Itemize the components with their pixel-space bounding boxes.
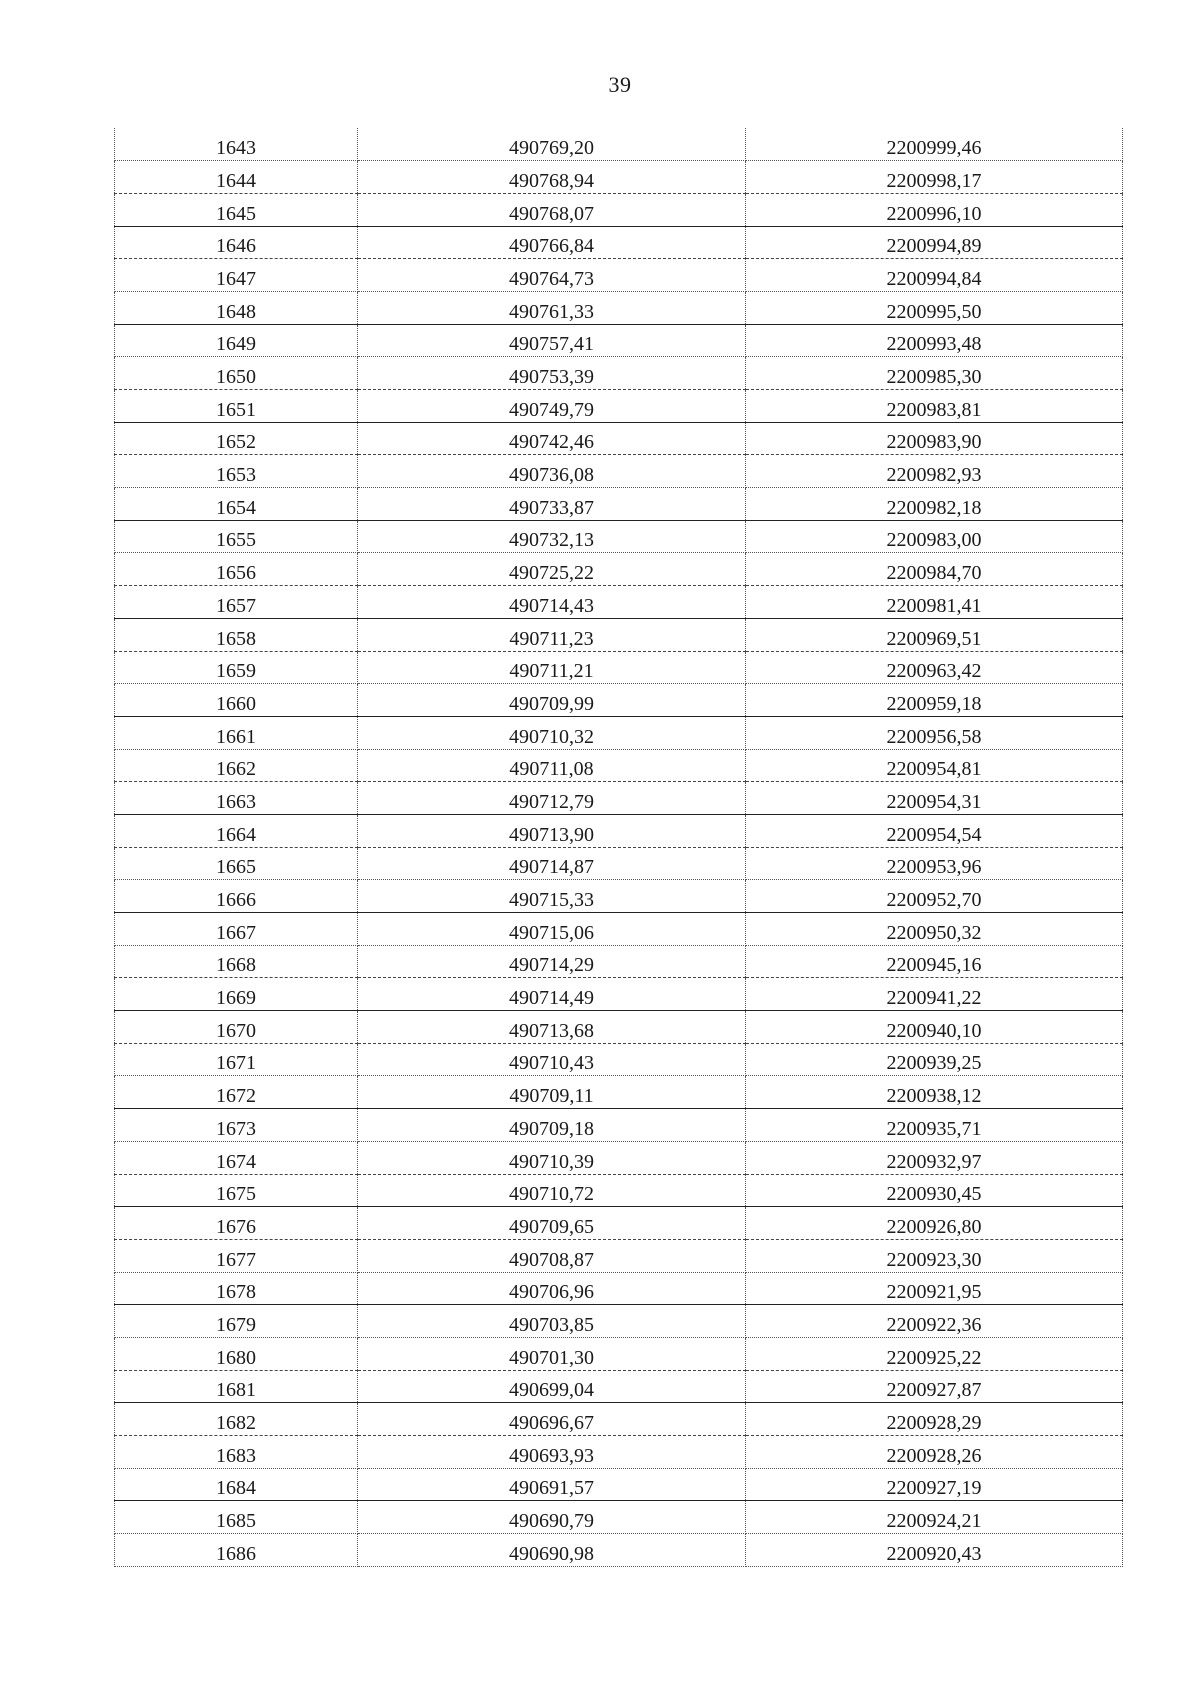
x-coordinate-cell: 490768,94 <box>358 161 746 194</box>
point-number-cell: 1655 <box>115 520 358 553</box>
table-row <box>115 1272 1123 1305</box>
y-coordinate-cell: 2200953,96 <box>746 847 1123 880</box>
table-row <box>115 455 1123 488</box>
point-number-cell: 1646 <box>115 226 358 259</box>
table-row <box>115 1436 1123 1469</box>
y-coordinate-cell: 2200927,19 <box>746 1468 1123 1501</box>
table-row <box>115 1305 1123 1338</box>
x-coordinate-cell: 490701,30 <box>358 1337 746 1370</box>
table-row <box>115 1239 1123 1272</box>
table-row <box>115 128 1123 161</box>
y-coordinate-cell: 2200924,21 <box>746 1501 1123 1534</box>
x-coordinate-cell: 490691,57 <box>358 1468 746 1501</box>
table-row <box>115 1468 1123 1501</box>
y-coordinate-cell: 2200920,43 <box>746 1534 1123 1567</box>
table-row <box>115 1076 1123 1109</box>
x-coordinate-cell: 490736,08 <box>358 455 746 488</box>
y-coordinate-cell: 2200954,31 <box>746 782 1123 815</box>
table-row <box>115 1501 1123 1534</box>
point-number-cell: 1686 <box>115 1534 358 1567</box>
y-coordinate-cell: 2200952,70 <box>746 880 1123 913</box>
y-coordinate-cell: 2200995,50 <box>746 291 1123 324</box>
x-coordinate-cell: 490711,08 <box>358 749 746 782</box>
y-coordinate-cell: 2200982,18 <box>746 488 1123 521</box>
table-row <box>115 880 1123 913</box>
y-coordinate-cell: 2200983,00 <box>746 520 1123 553</box>
y-coordinate-cell: 2200923,30 <box>746 1239 1123 1272</box>
point-number-cell: 1652 <box>115 422 358 455</box>
point-number-cell: 1682 <box>115 1403 358 1436</box>
point-number-cell: 1680 <box>115 1337 358 1370</box>
y-coordinate-cell: 2200926,80 <box>746 1207 1123 1240</box>
x-coordinate-cell: 490713,68 <box>358 1011 746 1044</box>
x-coordinate-cell: 490710,32 <box>358 716 746 749</box>
x-coordinate-cell: 490696,67 <box>358 1403 746 1436</box>
y-coordinate-cell: 2200927,87 <box>746 1370 1123 1403</box>
y-coordinate-cell: 2200959,18 <box>746 684 1123 717</box>
x-coordinate-cell: 490742,46 <box>358 422 746 455</box>
x-coordinate-cell: 490714,43 <box>358 586 746 619</box>
x-coordinate-cell: 490709,18 <box>358 1109 746 1142</box>
point-number-cell: 1660 <box>115 684 358 717</box>
point-number-cell: 1662 <box>115 749 358 782</box>
y-coordinate-cell: 2200969,51 <box>746 618 1123 651</box>
y-coordinate-cell: 2200983,90 <box>746 422 1123 455</box>
x-coordinate-cell: 490714,29 <box>358 945 746 978</box>
x-coordinate-cell: 490709,11 <box>358 1076 746 1109</box>
x-coordinate-cell: 490764,73 <box>358 259 746 292</box>
x-coordinate-cell: 490714,87 <box>358 847 746 880</box>
point-number-cell: 1685 <box>115 1501 358 1534</box>
table-row <box>115 553 1123 586</box>
x-coordinate-cell: 490768,07 <box>358 193 746 226</box>
coordinates-table-body <box>115 128 1123 1566</box>
point-number-cell: 1661 <box>115 716 358 749</box>
x-coordinate-cell: 490711,21 <box>358 651 746 684</box>
y-coordinate-cell: 2200938,12 <box>746 1076 1123 1109</box>
table-row <box>115 1174 1123 1207</box>
point-number-cell: 1653 <box>115 455 358 488</box>
point-number-cell: 1672 <box>115 1076 358 1109</box>
y-coordinate-cell: 2200982,93 <box>746 455 1123 488</box>
table-row <box>115 814 1123 847</box>
table-row <box>115 520 1123 553</box>
y-coordinate-cell: 2200994,89 <box>746 226 1123 259</box>
y-coordinate-cell: 2200994,84 <box>746 259 1123 292</box>
x-coordinate-cell: 490714,49 <box>358 978 746 1011</box>
y-coordinate-cell: 2200999,46 <box>746 128 1123 161</box>
x-coordinate-cell: 490769,20 <box>358 128 746 161</box>
table-row <box>115 618 1123 651</box>
point-number-cell: 1654 <box>115 488 358 521</box>
y-coordinate-cell: 2200925,22 <box>746 1337 1123 1370</box>
table-row <box>115 422 1123 455</box>
y-coordinate-cell: 2200921,95 <box>746 1272 1123 1305</box>
point-number-cell: 1665 <box>115 847 358 880</box>
x-coordinate-cell: 490713,90 <box>358 814 746 847</box>
table-row <box>115 259 1123 292</box>
point-number-cell: 1667 <box>115 913 358 946</box>
table-row <box>115 226 1123 259</box>
point-number-cell: 1677 <box>115 1239 358 1272</box>
x-coordinate-cell: 490710,39 <box>358 1141 746 1174</box>
table-row <box>115 488 1123 521</box>
point-number-cell: 1648 <box>115 291 358 324</box>
point-number-cell: 1658 <box>115 618 358 651</box>
y-coordinate-cell: 2200940,10 <box>746 1011 1123 1044</box>
table-row <box>115 1207 1123 1240</box>
table-row <box>115 1534 1123 1567</box>
y-coordinate-cell: 2200939,25 <box>746 1043 1123 1076</box>
x-coordinate-cell: 490690,98 <box>358 1534 746 1567</box>
x-coordinate-cell: 490733,87 <box>358 488 746 521</box>
point-number-cell: 1649 <box>115 324 358 357</box>
point-number-cell: 1670 <box>115 1011 358 1044</box>
table-row <box>115 1337 1123 1370</box>
point-number-cell: 1663 <box>115 782 358 815</box>
x-coordinate-cell: 490766,84 <box>358 226 746 259</box>
table-row <box>115 1141 1123 1174</box>
table-row <box>115 390 1123 423</box>
y-coordinate-cell: 2200981,41 <box>746 586 1123 619</box>
page-number: 39 <box>608 72 632 97</box>
table-row <box>115 161 1123 194</box>
x-coordinate-cell: 490732,13 <box>358 520 746 553</box>
point-number-cell: 1678 <box>115 1272 358 1305</box>
point-number-cell: 1671 <box>115 1043 358 1076</box>
x-coordinate-cell: 490711,23 <box>358 618 746 651</box>
point-number-cell: 1651 <box>115 390 358 423</box>
table-row <box>115 586 1123 619</box>
y-coordinate-cell: 2200935,71 <box>746 1109 1123 1142</box>
y-coordinate-cell: 2200941,22 <box>746 978 1123 1011</box>
x-coordinate-cell: 490699,04 <box>358 1370 746 1403</box>
table-row <box>115 1011 1123 1044</box>
y-coordinate-cell: 2200983,81 <box>746 390 1123 423</box>
point-number-cell: 1657 <box>115 586 358 619</box>
y-coordinate-cell: 2200996,10 <box>746 193 1123 226</box>
x-coordinate-cell: 490709,65 <box>358 1207 746 1240</box>
y-coordinate-cell: 2200928,29 <box>746 1403 1123 1436</box>
point-number-cell: 1656 <box>115 553 358 586</box>
point-number-cell: 1684 <box>115 1468 358 1501</box>
point-number-cell: 1668 <box>115 945 358 978</box>
point-number-cell: 1674 <box>115 1141 358 1174</box>
y-coordinate-cell: 2200984,70 <box>746 553 1123 586</box>
x-coordinate-cell: 490703,85 <box>358 1305 746 1338</box>
point-number-cell: 1676 <box>115 1207 358 1240</box>
x-coordinate-cell: 490715,33 <box>358 880 746 913</box>
x-coordinate-cell: 490710,43 <box>358 1043 746 1076</box>
coordinates-table <box>114 128 1123 1567</box>
y-coordinate-cell: 2200985,30 <box>746 357 1123 390</box>
table-row <box>115 1109 1123 1142</box>
x-coordinate-cell: 490709,99 <box>358 684 746 717</box>
table-row <box>115 357 1123 390</box>
point-number-cell: 1643 <box>115 128 358 161</box>
y-coordinate-cell: 2200998,17 <box>746 161 1123 194</box>
table-row <box>115 651 1123 684</box>
point-number-cell: 1666 <box>115 880 358 913</box>
x-coordinate-cell: 490715,06 <box>358 913 746 946</box>
y-coordinate-cell: 2200993,48 <box>746 324 1123 357</box>
y-coordinate-cell: 2200928,26 <box>746 1436 1123 1469</box>
y-coordinate-cell: 2200945,16 <box>746 945 1123 978</box>
y-coordinate-cell: 2200956,58 <box>746 716 1123 749</box>
point-number-cell: 1645 <box>115 193 358 226</box>
x-coordinate-cell: 490712,79 <box>358 782 746 815</box>
table-row <box>115 716 1123 749</box>
point-number-cell: 1675 <box>115 1174 358 1207</box>
table-row <box>115 749 1123 782</box>
y-coordinate-cell: 2200954,81 <box>746 749 1123 782</box>
point-number-cell: 1679 <box>115 1305 358 1338</box>
x-coordinate-cell: 490749,79 <box>358 390 746 423</box>
y-coordinate-cell: 2200922,36 <box>746 1305 1123 1338</box>
point-number-cell: 1669 <box>115 978 358 1011</box>
x-coordinate-cell: 490708,87 <box>358 1239 746 1272</box>
table-row <box>115 1043 1123 1076</box>
point-number-cell: 1683 <box>115 1436 358 1469</box>
y-coordinate-cell: 2200930,45 <box>746 1174 1123 1207</box>
table-row <box>115 847 1123 880</box>
table-row <box>115 978 1123 1011</box>
x-coordinate-cell: 490710,72 <box>358 1174 746 1207</box>
x-coordinate-cell: 490761,33 <box>358 291 746 324</box>
x-coordinate-cell: 490690,79 <box>358 1501 746 1534</box>
x-coordinate-cell: 490693,93 <box>358 1436 746 1469</box>
point-number-cell: 1659 <box>115 651 358 684</box>
table-row <box>115 782 1123 815</box>
table-row <box>115 324 1123 357</box>
point-number-cell: 1681 <box>115 1370 358 1403</box>
x-coordinate-cell: 490706,96 <box>358 1272 746 1305</box>
x-coordinate-cell: 490725,22 <box>358 553 746 586</box>
table-row <box>115 193 1123 226</box>
point-number-cell: 1650 <box>115 357 358 390</box>
point-number-cell: 1673 <box>115 1109 358 1142</box>
table-row <box>115 291 1123 324</box>
y-coordinate-cell: 2200963,42 <box>746 651 1123 684</box>
table-row <box>115 1370 1123 1403</box>
point-number-cell: 1644 <box>115 161 358 194</box>
y-coordinate-cell: 2200954,54 <box>746 814 1123 847</box>
y-coordinate-cell: 2200932,97 <box>746 1141 1123 1174</box>
table-row <box>115 913 1123 946</box>
point-number-cell: 1647 <box>115 259 358 292</box>
x-coordinate-cell: 490753,39 <box>358 357 746 390</box>
y-coordinate-cell: 2200950,32 <box>746 913 1123 946</box>
table-row <box>115 1403 1123 1436</box>
table-row <box>115 945 1123 978</box>
table-row <box>115 684 1123 717</box>
point-number-cell: 1664 <box>115 814 358 847</box>
x-coordinate-cell: 490757,41 <box>358 324 746 357</box>
